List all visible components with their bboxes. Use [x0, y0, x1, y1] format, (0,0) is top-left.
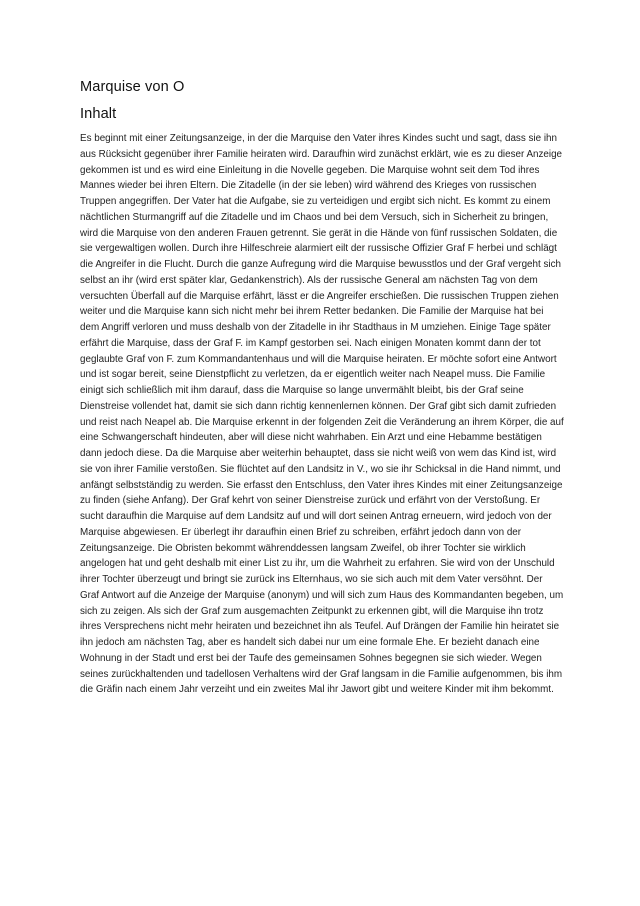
- body-paragraph: Es beginnt mit einer Zeitungsanzeige, in der die Marquise den Vater ihres Kindes sucht und sagt, dass sie ihn aus Rücksicht gegenüber ihrer Familie heiraten wird. Daraufhin wird zunächst erklärt, wie es zu dieser Anzeige gekommen ist und es wird eine Einleitung in die Novelle gegeben. Die Marquise wohnt seit dem Tod ihres Mannes wieder bei ihren Eltern. Die Zitadelle (in der sie leben) wird während des Krieges von russischen Truppen angegriffen. Der Vater hat die Aufgabe, sie zu verteidigen und ergibt sich nicht. Es kommt zu einem nächtlichen Sturmangriff auf die Zitadelle und im Chaos und bei dem Versuch, sich in Sicherheit zu bringen, wird die Marquise von den anderen Frauen getrennt. Sie gerät in die Hände von fünf russischen Soldaten, die sie vergewaltigen wollen. Durch ihre Hilfeschreie alarmiert eilt der russische Offizier Graf F herbei und schlägt die Angreifer in die Flucht. Durch die ganze Aufregung wird die Marquise bewusstlos und der Graf vergeht sich selbst an ihr (wird erst später klar, Gedankenstrich). Als der russische General am nächsten Tag von dem versuchten Überfall auf die Marquise erfährt, lässt er die Angreifer erschießen. Die russischen Truppen ziehen weiter und die Marquise kann sich nicht mehr bei ihrem Retter bedanken. Die Familie der Marquise hat bei dem Angriff verloren und muss deshalb von der Zitadelle in ihr Stadthaus in M umziehen. Einige Tage später erfährt die Marquise, dass der Graf F. im Kampf gestorben sei. Nach einigen Monaten kommt dann der tot geglaubte Graf von F. zum Kommandantenhaus und will die Marquise heiraten. Er möchte sofort eine Antwort und ist sogar bereit, seine Dienstpflicht zu verletzen, da er eigentlich weiter nach Neapel muss. Die Familie einigt sich schließlich mit ihm darauf, dass die Marquise so lange unvermählt bleibt, bis der Graf seine Dienstreise vollendet hat, damit sie sich dann richtig kennenlernen können. Der Graf gibt sich damit zufrieden und reist nach Neapel ab. Die Marquise erkennt in der folgenden Zeit die Veränderung an ihrem Körper, die auf eine Schwangerschaft hindeuten, aber will diese nicht wahrhaben. Ein Arzt und eine Hebamme bestätigen dann jedoch diese. Da die Marquise aber weiterhin behauptet, dass sie nicht weiß von wem das Kind ist, wird sie von ihrer Familie verstoßen. Sie flüchtet auf den Landsitz in V., wo sie ihr Schicksal in die Hand nimmt, und anfängt selbstständig zu werden. Sie erfasst den Entschluss, den Vater ihres Kindes mit einer Zeitungsanzeige zu finden (siehe Anfang). Der Graf kehrt von seiner Dienstreise zurück und erfährt von der Verstoßung. Er sucht daraufhin die Marquise auf dem Landsitz auf und will dort seinen Antrag erneuern, wird jedoch von der Marquise abgewiesen. Er überlegt ihr daraufhin einen Brief zu schreiben, erfährt jedoch dann von der Zeitungsanzeige. Die Obristen bekommt währenddessen langsam Zweifel, ob ihrer Tochter sie wirklich angelogen hat und geht deshalb mit einer List zu ihr, um die Wahrheit zu erfahren. Sie wird von der Unschuld ihrer Tochter überzeugt und bringt sie zurück ins Elternhaus, wo sie sich auch mit dem Vater versöhnt. Der Graf Antwort auf die Anzeige der Marquise (anonym) und will sich zum Haus des Kommandanten begeben, um sich zu zeigen. Als sich der Graf zum ausgemachten Zeitpunkt zu erkennen gibt, will die Marquise ihn trotz ihres Versprechens nicht mehr heiraten und bezeichnet ihn als Teufel. Auf Drängen der Familie hin heiratet sie ihn jedoch am nächsten Tag, aber es handelt sich dabei nur um eine formale Ehe. Er bezieht danach eine Wohnung in der Stadt und erst bei der Taufe des gemeinsamen Sohnes begegnen sie sich wieder. Wegen seines zurückhaltenden und tadellosen Verhaltens wird der Graf langsam in die Familie aufgenommen, bis ihm die Gräfin nach einem Jahr verzeiht und ein zweites Mal ihr Jawort gibt und weitere Kinder mit ihm bekommt.: [80, 133, 564, 696]
- document-title: Marquise von O: [80, 79, 185, 95]
- section-heading-inhalt: Inhalt: [80, 106, 117, 122]
- document-page: [80, 78, 564, 698]
